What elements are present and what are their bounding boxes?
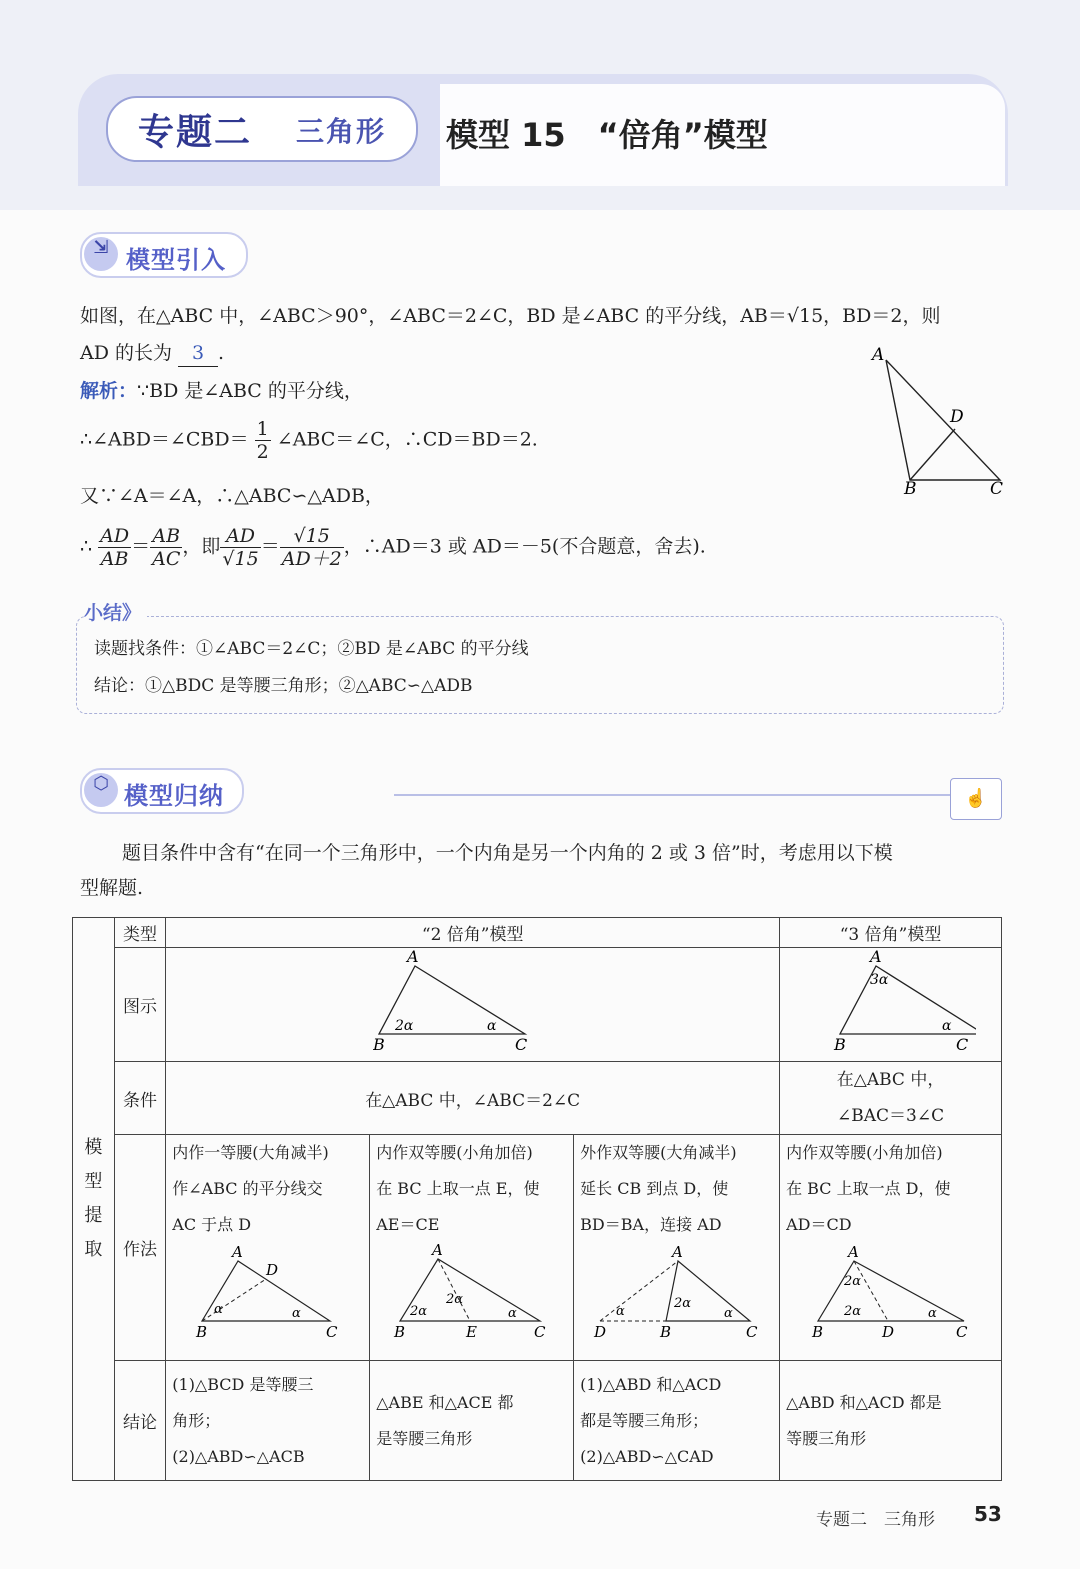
fig-label: α [292,1306,302,1321]
chapter-label: 三角形 [296,115,387,148]
conclusion-cell-1 [166,1361,370,1481]
col-header-3x: “3 倍角”模型 [780,918,1002,948]
frac-num: 1 [256,418,269,440]
solution-line-4: ∴ $\frac{AD}{AB}$ ＝ $\frac{AB}{AC}$ ，即 $\frac{AD}{√15}$ ＝ $\frac{√15}{AD+2}$ ，∴AD＝3 或 AD＝－5(不合题意，舍去). [80,525,706,570]
solution-4-mid: ，即 [182,535,221,558]
fig-label: A [672,1243,684,1261]
problem-line-2-post: . [218,342,225,364]
fig-label: A [869,950,882,966]
conclusion-line: (1)△ABD 和△ACD [580,1374,722,1394]
cond-3x-line: 在△ABC 中， [836,1070,945,1090]
triangle-abc [886,360,1000,480]
fig-label: α [508,1306,517,1321]
method-cell-4 [780,1135,1002,1361]
induction-text-2: 型解题. [80,877,144,899]
method-cell-1 [166,1135,370,1361]
fig-label: B [394,1323,406,1341]
problem-line-1: 如图，在△ABC 中，∠ABC＞90°，∠ABC＝2∠C，BD 是∠ABC 的平分线，AB＝√15，BD＝2，则 [80,305,941,327]
solution-line-2 [80,418,538,463]
conclusion-line: (2)△ABD∽△CAD [580,1446,714,1466]
problem-line-2-pre: AD 的长为 [80,342,172,364]
summary-box [76,616,1004,714]
method-title: 内作一等腰(大角减半) [172,1143,329,1162]
section-title-intro: 模型引入 [126,246,226,274]
method-line: 在 BC 上取一点 D，使 [786,1179,951,1198]
frac-den: AD＋2 [281,548,342,570]
method-figure-2 [370,1243,570,1343]
footer-chapter: 专题二 三角形 [816,1510,935,1530]
summary-line-2: 结论：①△BDC 是等腰三角形；②△ABC∽△ADB [94,676,473,696]
conclusion-line: △ABE 和△ACE 都 [376,1392,514,1412]
fig-label: D [594,1323,607,1341]
fig-label: B [660,1323,672,1341]
solution-2-pre: ∴∠ABD＝∠CBD＝ [80,428,249,451]
col-header-2x: “2 倍角”模型 [166,918,780,948]
fig-label: 2α [844,1304,862,1319]
fig-label: α [724,1306,733,1321]
fig-label: C [746,1323,758,1341]
model-table [72,917,1002,1481]
method-title: 外作双等腰(大角减半) [580,1143,737,1162]
solution-4-post: ，∴AD＝3 或 AD＝－5(不合题意，舍去). [343,535,706,558]
fig-label: A [432,1243,444,1259]
fig-label: C [326,1323,338,1341]
answer-blank: 3 [178,340,218,367]
conclusion-cell-3 [574,1361,780,1481]
fig-label: 2α [844,1274,862,1289]
fig-label: A [232,1243,244,1261]
method-line: AC 于点 D [172,1215,252,1234]
fig-label: 3α [869,972,888,988]
figure-2x [373,950,573,1054]
frac-den: 2 [256,441,269,463]
label-b: B [904,479,917,499]
row-label-conclusion: 结论 [114,1361,166,1481]
condition-3x [780,1062,1002,1135]
method-cell-2 [370,1135,574,1361]
row-label-condition: 条件 [114,1062,166,1135]
method-line: AD＝CD [786,1215,852,1234]
fraction-ab-ac [150,525,182,570]
fraction-half [255,418,271,463]
side-char: 提 [84,1205,103,1226]
fig-label: 2α [674,1296,692,1311]
fig-label: C [514,1035,527,1054]
method-figure-3 [574,1243,774,1343]
row-label-method: 作法 [114,1135,166,1361]
method-title: 内作双等腰(小角加倍) [376,1143,533,1162]
page-title: 模型 15 “倍角”模型 [446,116,768,154]
frac-den: √15 [222,548,259,570]
fig-label: B [372,1035,385,1054]
summary-label: 小结》 [84,598,147,625]
problem-line-2 [80,340,224,367]
conclusion-line: 都是等腰三角形； [580,1410,709,1430]
solution-text-1: ∵BD 是∠ABC 的平分线， [137,380,363,402]
bisector-bd [910,429,955,480]
method-figure-4 [780,1243,990,1343]
fig-label: B [812,1323,824,1341]
conclusion-line: 角形； [172,1410,221,1430]
section-rule [394,794,954,796]
induction-text-1: 题目条件中含有“在同一个三角形中，一个内角是另一个内角的 2 或 3 倍”时，考虑用以下模 [122,842,893,864]
row-label-type: 类型 [114,918,166,948]
frac-den: AC [152,548,181,570]
conclusion-line: (2)△ABD∽△ACB [172,1446,305,1466]
conclusion-line: (1)△BCD 是等腰三 [172,1374,314,1394]
solution-line-3: 又∵∠A＝∠A，∴△ABC∽△ADB， [80,485,384,507]
condition-2x: 在△ABC 中，∠ABC＝2∠C [166,1062,780,1135]
cond-3x-line: ∠BAC＝3∠C [837,1106,945,1126]
fig-label: D [266,1261,279,1279]
fig-label: C [956,1323,968,1341]
import-icon: ⇲ [84,237,118,271]
fig-label: α [941,1018,952,1034]
fig-label: α [214,1302,224,1317]
conclusion-line: 是等腰三角形 [376,1428,473,1448]
fig-label: A [848,1243,859,1261]
section-title-induction: 模型归纳 [124,782,224,810]
fig-label: α [486,1018,497,1034]
frac-num: AD [220,525,260,548]
fig-label: A [406,950,419,966]
fraction-ad-ab [98,525,131,570]
fraction-sqrt15-ad2 [280,525,344,570]
summary-line-1: 读题找条件：①∠ABC＝2∠C；②BD 是∠ABC 的平分线 [94,639,529,659]
row-label-figure: 图示 [114,948,166,1062]
topic-label: 专题二 [138,112,253,153]
method-line: 在 BC 上取一点 E，使 [376,1179,540,1198]
fig-label: α [928,1306,937,1321]
page-number: 53 [974,1502,1002,1526]
conclusion-line: 等腰三角形 [786,1428,867,1448]
fig-label: D [882,1323,895,1341]
figure-3x [806,950,976,1054]
fig-label: 2α [446,1292,464,1307]
method-figure-1 [166,1243,366,1343]
fig-label: α [616,1304,625,1319]
cube-icon: ⬡ [84,773,118,807]
frac-den: AB [100,548,129,570]
fig-label: C [955,1035,968,1054]
side-char: 型 [84,1171,103,1192]
fig-label: E [466,1323,478,1341]
conclusion-line: △ABD 和△ACD 都是 [786,1392,942,1412]
label-a: A [872,345,885,365]
fig-label: C [534,1323,546,1341]
fraction-ad-sqrt15 [220,525,260,570]
method-line: BD＝BA，连接 AD [580,1215,722,1234]
frac-num: AB [150,525,182,548]
frac-num: AD [100,525,130,547]
method-cell-3 [574,1135,780,1361]
conclusion-cell-2 [370,1361,574,1481]
label-c: C [990,479,1004,499]
figure-2x-cell [166,948,780,1062]
method-line: AE＝CE [376,1215,440,1234]
method-line: 延长 CB 到点 D，使 [580,1179,729,1198]
click-icon: ☝ [950,778,1002,820]
intro-triangle-figure [860,340,1020,510]
solution-label: 解析： [80,380,138,402]
fig-label: B [833,1035,846,1054]
side-char: 取 [84,1239,103,1260]
label-d: D [950,407,964,427]
fig-label: 2α [394,1018,414,1034]
side-char: 模 [84,1137,103,1158]
method-line: 作∠ABC 的平分线交 [172,1179,323,1198]
method-title: 内作双等腰(小角加倍) [786,1143,943,1162]
fig-label: B [196,1323,208,1341]
solution-2-post: ∠ABC＝∠C，∴CD＝BD＝2. [276,428,538,451]
conclusion-cell-4 [780,1361,1002,1481]
figure-3x-cell [780,948,1002,1062]
side-label [73,918,115,1481]
fig-label: 2α [410,1304,428,1319]
solution-line-1 [80,378,363,404]
frac-num: √15 [280,525,344,548]
